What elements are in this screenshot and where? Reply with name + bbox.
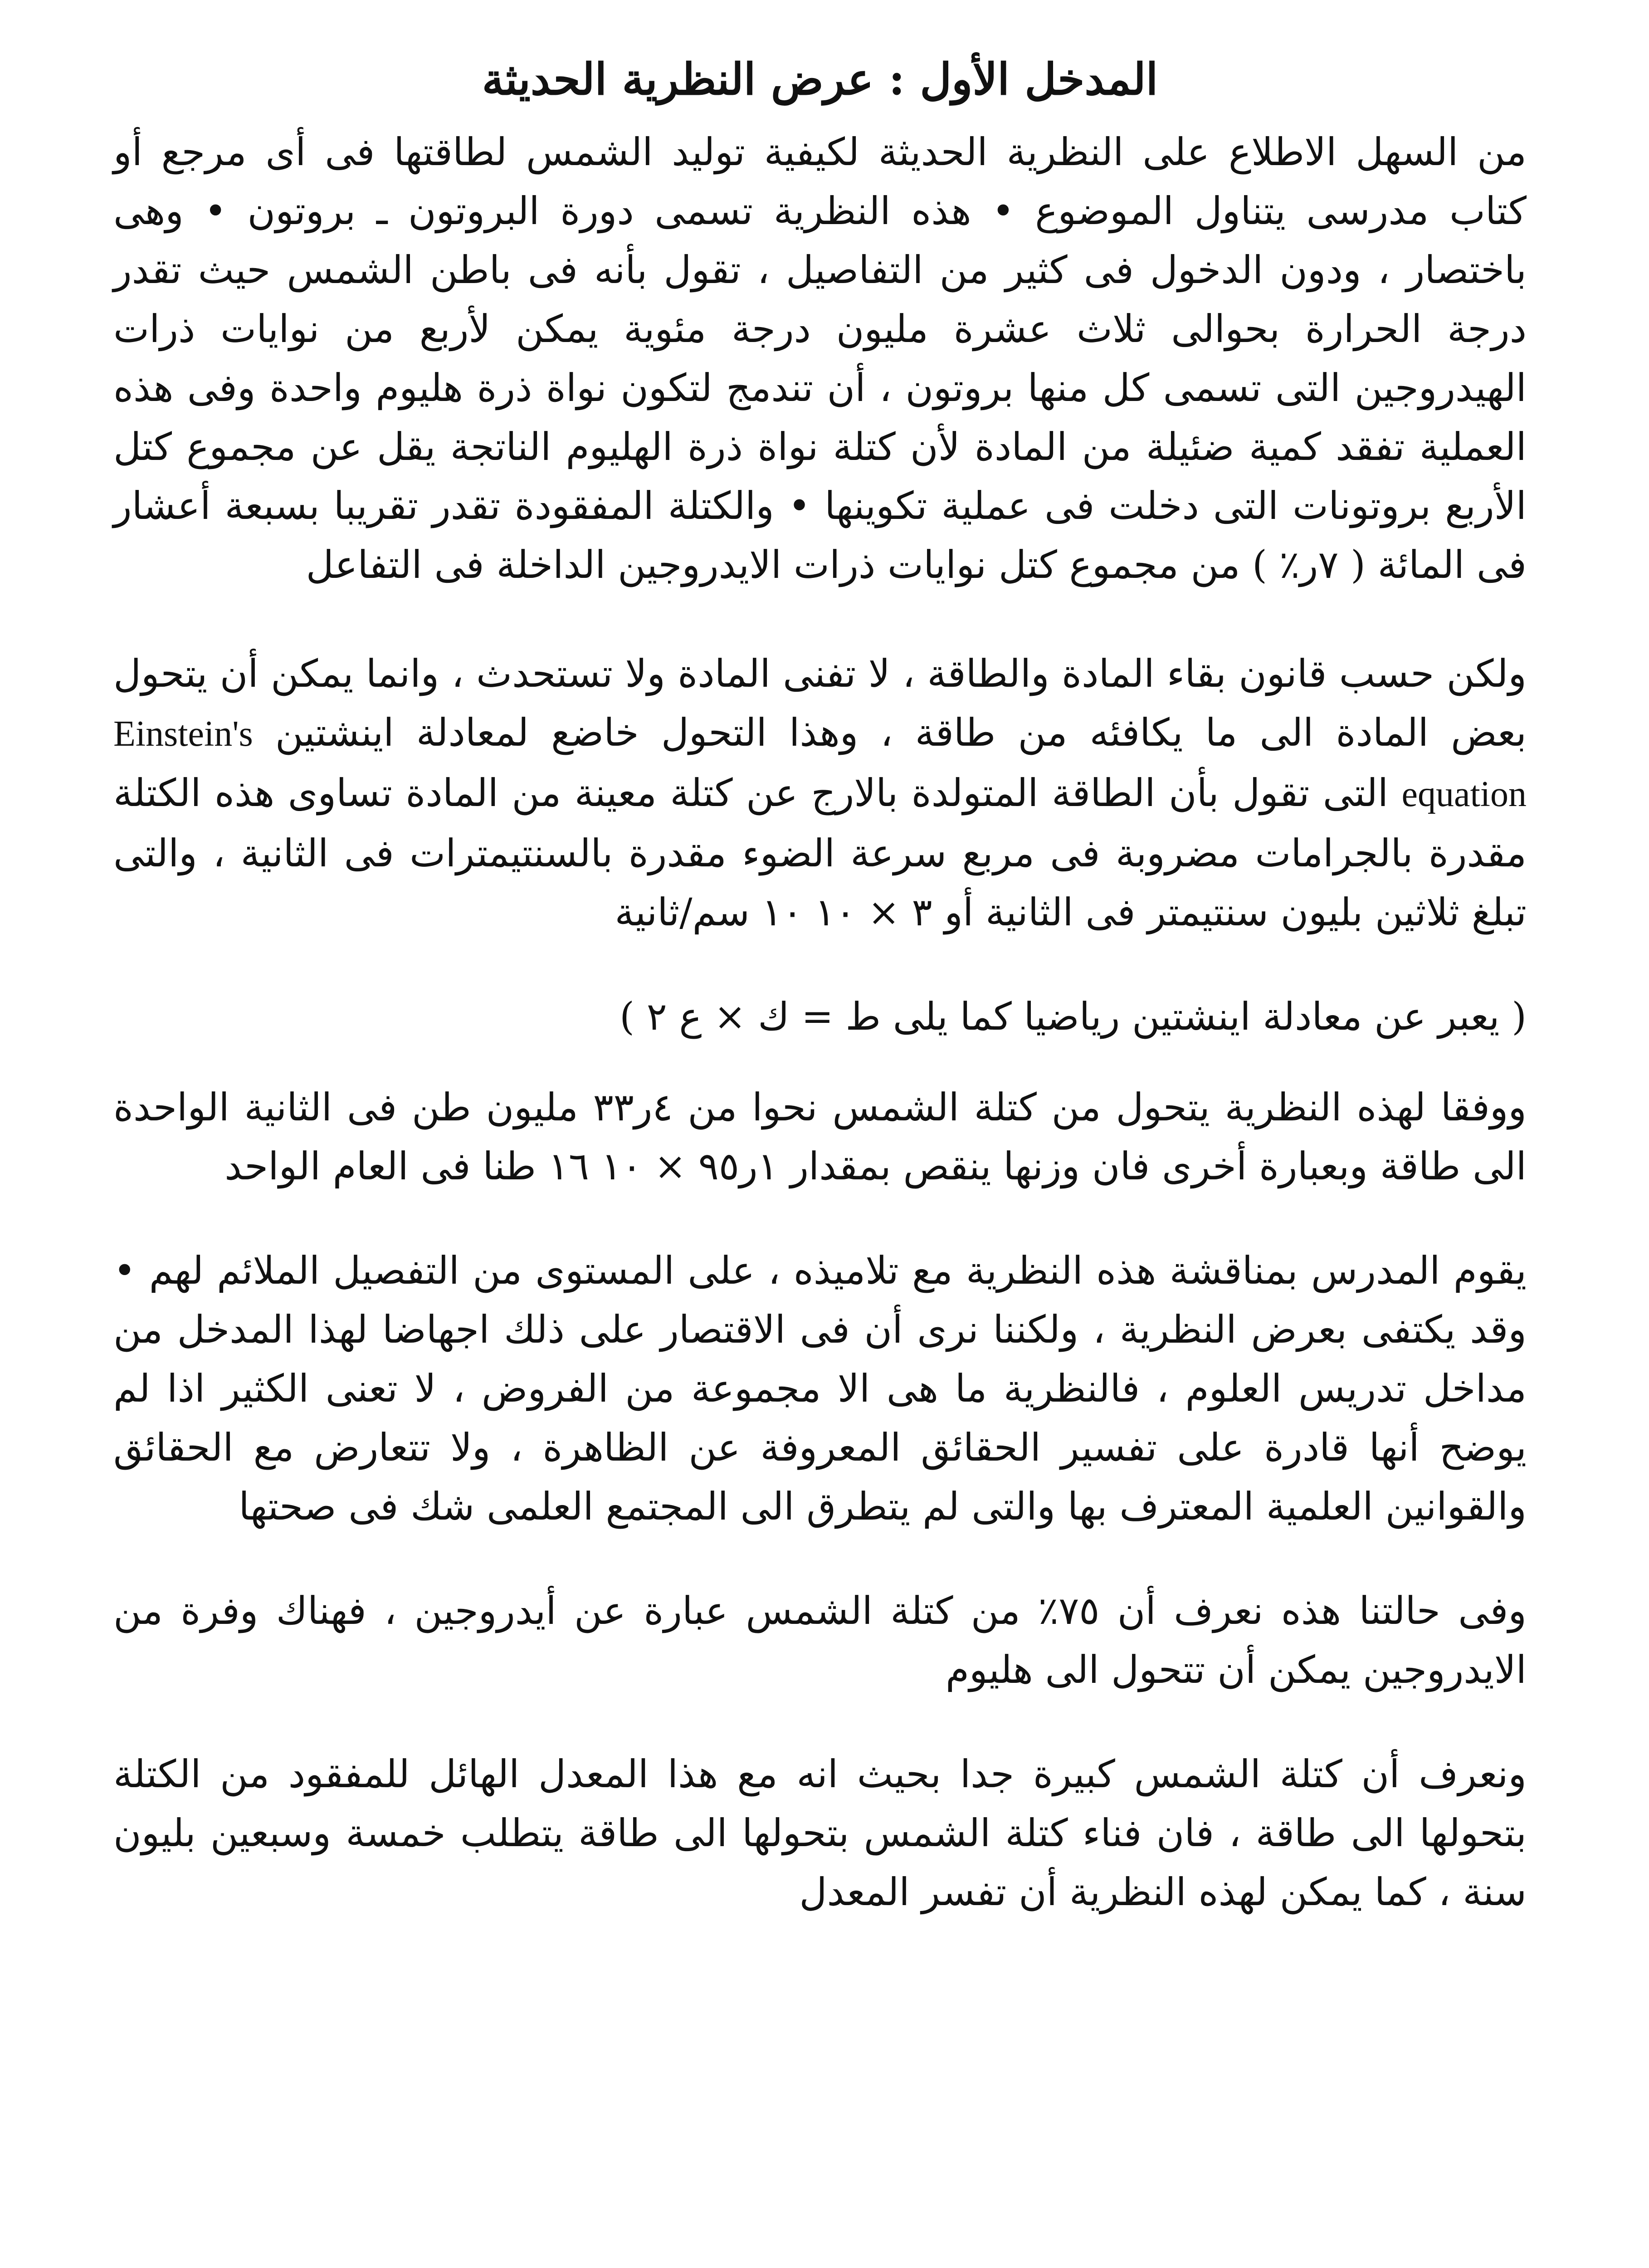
paragraph-3: ووفقا لهذه النظرية يتحول من كتلة الشمس نحوا من ٤ر٣٣ مليون طن فى الثانية الواحدة الى طاقة وبعبارة أخرى فان وزنها ينقص بمقدار ١ر٩٥ × ١٠ ١٦ طنا فى العام الواحد <box>113 1085 1527 1188</box>
section-title: المدخل الأول : عرض النظرية الحديثة <box>482 54 1158 105</box>
spacer <box>113 1196 1527 1241</box>
spacer <box>113 1699 1527 1745</box>
einstein-equation-latin: Einstein's equation <box>113 714 1527 814</box>
spacer <box>113 594 1527 644</box>
paragraph-1: من السهل الاطلاع على النظرية الحديثة لكيفية توليد الشمس لطاقتها فى أى مرجع أو كتاب مدرسى يتناول الموضوع • هذه النظرية تسمى دورة البروتون ـ بروتون • وهى باختصار ، ودون الدخول فى كثير من التفاصيل ، تقول بأنه فى باطن الشمس حيث تقدر درجة الحرارة بحوالى ثلاث عشرة مليون درجة مئوية يمكن لأربع من نوايات ذرات الهيدروجين التى تسمى كل منها بروتون ، أن تندمج لتكون نواة ذرة هليوم واحدة وفى هذه العملية تفقد كمية ضئيلة من المادة لأن كتلة نواة ذرة الهليوم الناتجة يقل عن مجموع كتل الأربع بروتونات التى دخلت فى عملية تكوينها • والكتلة المفقودة تقدر تقريبا بسبعة أعشار فى المائة ( ٧ر٪ ) من مجموع كتل نوايات ذرات الايدروجين الداخلة فى التفاعل <box>113 130 1527 587</box>
paragraph-2-text-after: التى تقول بأن الطاقة المتولدة بالارج عن كتلة معينة من المادة تساوى هذه الكتلة مقدرة بالجرامات مضروبة فى مربع سرعة الضوء مقدرة بالسنتيمترات فى الثانية ، والتى تبلغ ثلاثين بليون سنتيمتر فى الثانية أو ٣ × ١٠ ١٠ سم/ثانية <box>113 771 1527 934</box>
spacer <box>113 1536 1527 1581</box>
paragraph-6: ونعرف أن كتلة الشمس كبيرة جدا بحيث انه مع هذا المعدل الهائل للمفقود من الكتلة بتحولها الى طاقة ، فان فناء كتلة الشمس بتحولها الى طاقة يتطلب خمسة وسبعين بليون سنة ، كما يمكن لهذه النظرية أن تفسر المعدل <box>113 1752 1527 1914</box>
paragraph-5: وفى حالتنا هذه نعرف أن ٧٥٪ من كتلة الشمس عبارة عن أيدروجين ، فهناك وفرة من الايدروجين يمكن أن تتحول الى هليوم <box>113 1589 1527 1692</box>
spacer <box>113 1046 1527 1078</box>
paragraph-2-text-before: ولكن حسب قانون بقاء المادة والطاقة ، لا تفنى المادة ولا تستحدث ، وانما يمكن أن يتحول بعض المادة الى ما يكافئه من طاقة ، وهذا التحول خاضع لمعادلة اينشتين <box>113 651 1527 755</box>
paragraph-4: يقوم المدرس بمناقشة هذه النظرية مع تلاميذه ، على المستوى من التفصيل الملائم لهم • وقد يكتفى بعرض النظرية ، ولكننا نرى أن فى الاقتصار على ذلك اجهاضا لهذا المدخل من مداخل تدريس العلوم ، فالنظرية ما هى الا مجموعة من الفروض ، لا تعنى الكثير اذا لم يوضح أنها قادرة على تفسير الحقائق المعروفة عن الظاهرة ، ولا تتعارض مع الحقائق والقوانين العلمية المعترف بها والتى لم يتطرق الى المجتمع العلمى شك فى صحتها <box>113 1248 1527 1529</box>
paragraph-2 <box>113 644 1527 942</box>
equation-line: ( يعبر عن معادلة اينشتين رياضيا كما يلى ط = ك × ع ٢ ) <box>620 994 1527 1039</box>
spacer <box>113 942 1527 987</box>
